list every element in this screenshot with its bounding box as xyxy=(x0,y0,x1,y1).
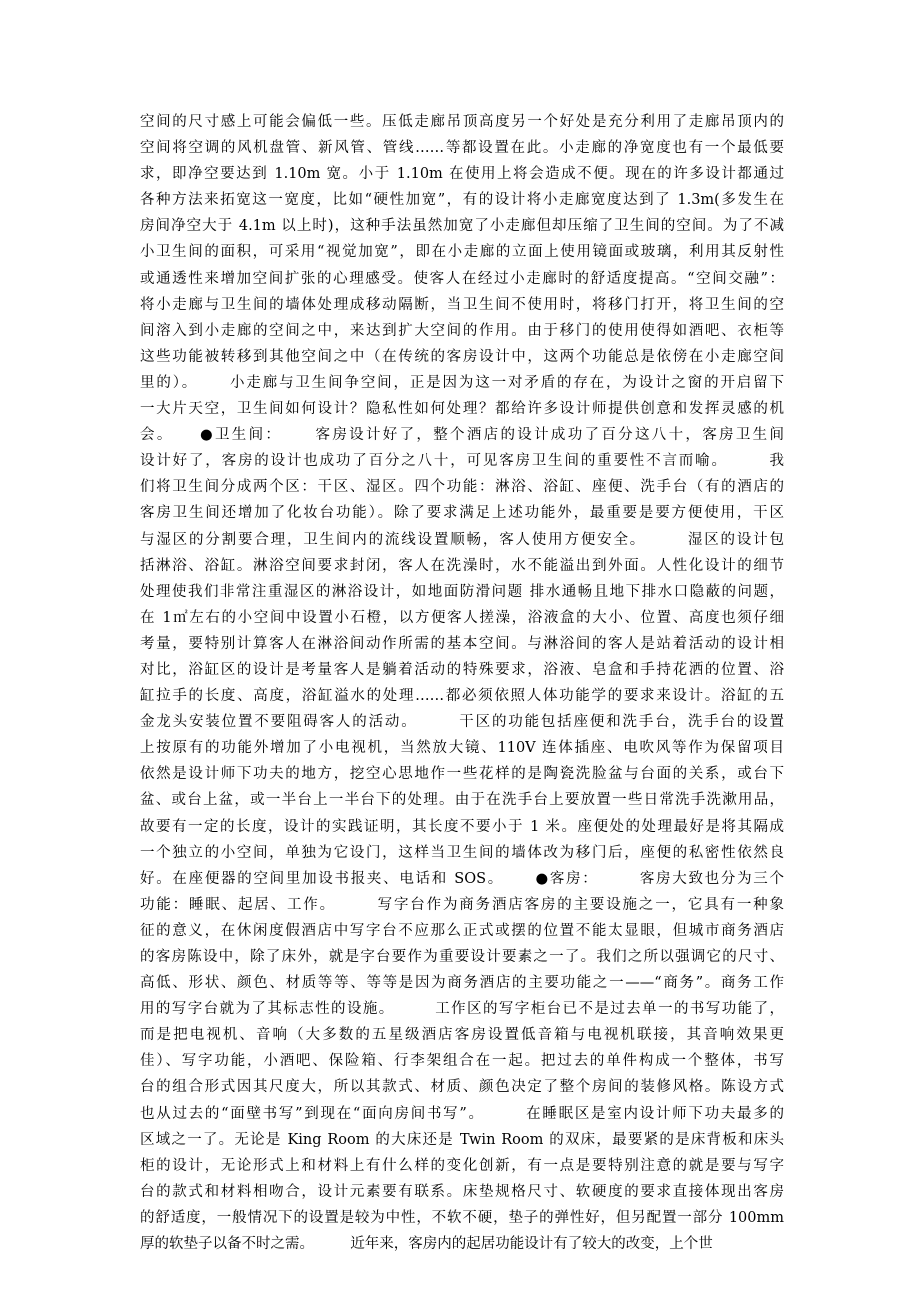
text-line: 对比，浴缸区的设计是考量客人是躺着活动的特殊要求，浴液、皂盒和手持花洒的位置、浴 xyxy=(140,661,784,678)
text-line: 与湿区的分割要合理，卫生间内的流线设置顺畅，客人使用方便安全。 湿区的设计包 xyxy=(140,531,784,548)
text-line: 区域之一了。无论是 King Room 的大床还是 Twin Room 的双床，最要紧的是床背板和床头 xyxy=(140,1131,784,1148)
text-line: 故要有一定的长度，设计的实践证明，其长度不要小于 1 米。座便处的处理最好是将其隔成 xyxy=(140,818,784,835)
text-line: 柜的设计，无论形式上和材料上有什么样的变化创新，有一点是要特别注意的就是要与写字 xyxy=(140,1157,784,1174)
text-line: 在 1㎡左右的小空间中设置小石橙，以方便客人搓澡，浴液盒的大小、位置、高度也须仔细 xyxy=(140,609,784,626)
text-line: 这些功能被转移到其他空间之中（在传统的客房设计中，这两个功能总是依傍在小走廊空间 xyxy=(140,348,784,365)
text-line: 征的意义，在休闲度假酒店中写字台不应那么正式或摆的位置不能太显眼，但城市商务酒店 xyxy=(140,922,784,939)
text-line: 小卫生间的面积，可采用“视觉加宽”，即在小走廊的立面上使用镜面或玻璃，利用其反射性 xyxy=(140,244,784,261)
text-line: 台的款式和材料相吻合，设计元素要有联系。床垫规格尺寸、软硬度的要求直接体现出客房 xyxy=(140,1183,784,1200)
text-line: 各种方法来拓宽这一宽度，比如“硬性加宽”，有的设计将小走廊宽度达到了 1.3m(多发生在 xyxy=(140,192,784,209)
text-line: 好。在座便器的空间里加设书报夹、电话和 SOS。 ●客房： 客房大致也分为三个 xyxy=(140,870,784,887)
text-line: 里的）。 小走廊与卫生间争空间，正是因为这一对矛盾的存在，为设计之窗的开启留下 xyxy=(140,374,784,391)
text-line: 功能：睡眠、起居、工作。 写字台作为商务酒店客房的主要设施之一，它具有一种象 xyxy=(140,896,784,913)
text-line: 空间将空调的风机盘管、新风管、管线……等都设置在此。小走廊的净宽度也有一个最低要 xyxy=(140,140,784,157)
text-line: 客房卫生间还增加了化妆台功能）。除了要求满足上述功能外，最重要是要方便使用，干区 xyxy=(140,505,784,522)
text-line: 求，即净空要达到 1.10m 宽。小于 1.10m 在使用上将会造成不便。现在的许多设计都通过 xyxy=(140,166,784,183)
text-line: 台的组合形式因其尺度大，所以其款式、材质、颜色决定了整个房间的装修风格。陈设方式 xyxy=(140,1079,784,1096)
text-line: 佳）、写字功能，小酒吧、保险箱、行李架组合在一起。把过去的单件构成一个整体，书写 xyxy=(140,1053,784,1070)
text-line: 括淋浴、浴缸。淋浴空间要求封闭，客人在洗澡时，水不能溢出到外面。人性化设计的细节 xyxy=(140,557,784,574)
text-line: 一个独立的小空间，单独为它设门，这样当卫生间的墙体改为移门后，座便的私密性依然良 xyxy=(140,844,784,861)
text-line: 也从过去的“面壁书写”到现在“面向房间书写”。 在睡眠区是室内设计师下功夫最多的 xyxy=(140,1105,784,1122)
text-line: 空间的尺寸感上可能会偏低一些。压低走廊吊顶高度另一个好处是充分利用了走廊吊顶内的 xyxy=(140,114,784,130)
text-line: 会。 ●卫生间： 客房设计好了，整个酒店的设计成功了百分这八十，客房卫生间 xyxy=(140,427,784,444)
text-line: 上按原有的功能外增加了小电视机，当然放大镜、110V 连体插座、电吹风等作为保留项目 xyxy=(140,740,784,757)
text-line: 考量，要特别计算客人在淋浴间动作所需的基本空间。与淋浴间的客人是站着活动的设计相 xyxy=(140,635,784,652)
text-line: 缸拉手的长度、高度，浴缸溢水的处理……都必须依照人体功能学的要求来设计。浴缸的五 xyxy=(140,688,784,705)
text-line: 间溶入到小走廊的空间之中，来达到扩大空间的作用。由于移门的使用使得如酒吧、衣柜等 xyxy=(140,322,784,339)
text-line: 或通透性来增加空间扩张的心理感受。使客人在经过小走廊时的舒适度提高。“空间交融”： xyxy=(140,270,784,287)
body-text xyxy=(140,109,784,1257)
text-line: 的客房陈设中，除了床外，就是字台要作为重要设计要素之一了。我们之所以强调它的尺寸、 xyxy=(140,949,784,965)
text-line: 高低、形状、颜色、材质等等、等等是因为商务酒店的主要功能之一——“商务”。商务工作 xyxy=(140,975,784,992)
text-line: 厚的软垫子以备不时之需。 近年来，客房内的起居功能设计有了较大的改变，上个世 xyxy=(140,1236,713,1253)
text-line: 设计好了，客房的设计也成功了百分之八十，可见客房卫生间的重要性不言而喻。 我 xyxy=(140,453,784,470)
text-line: 用的写字台就为了其标志性的设施。 工作区的写字柜台已不是过去单一的书写功能了， xyxy=(140,1001,784,1018)
text-line: 们将卫生间分成两个区：干区、湿区。四个功能：淋浴、浴缸、座便、洗手台（有的酒店的 xyxy=(140,479,784,496)
text-line: 的舒适度，一般情况下的设置是较为中性，不软不硬，垫子的弹性好，但另配置一部分 100mm xyxy=(140,1209,784,1226)
text-line: 将小走廊与卫生间的墙体处理成移动隔断，当卫生间不使用时，将移门打开，将卫生间的空 xyxy=(140,296,784,313)
text-line: 金龙头安装位置不要阻碍客人的活动。 干区的功能包括座便和洗手台，洗手台的设置 xyxy=(140,714,784,731)
text-line: 依然是设计师下功夫的地方，挖空心思地作一些花样的是陶瓷洗脸盆与台面的关系，或台下 xyxy=(140,766,784,783)
text-line: 盆、或台上盆，或一半台上一半台下的处理。由于在洗手台上要放置一些日常洗手洗漱用品， xyxy=(140,792,784,809)
text-line: 房间净空大于 4.1m 以上时)，这种手法虽然加宽了小走廊但却压缩了卫生间的空间。为了不减 xyxy=(140,218,784,235)
text-line: 一大片天空，卫生间如何设计？隐私性如何处理？都给许多设计师提供创意和发挥灵感的机 xyxy=(140,401,784,418)
text-line: 而是把电视机、音响（大多数的五星级酒店客房设置低音箱与电视机联接，其音响效果更 xyxy=(140,1027,784,1044)
text-line: 处理使我们非常注重湿区的淋浴设计，如地面防滑问题 排水通畅且地下排水口隐蔽的问题， xyxy=(140,583,784,600)
